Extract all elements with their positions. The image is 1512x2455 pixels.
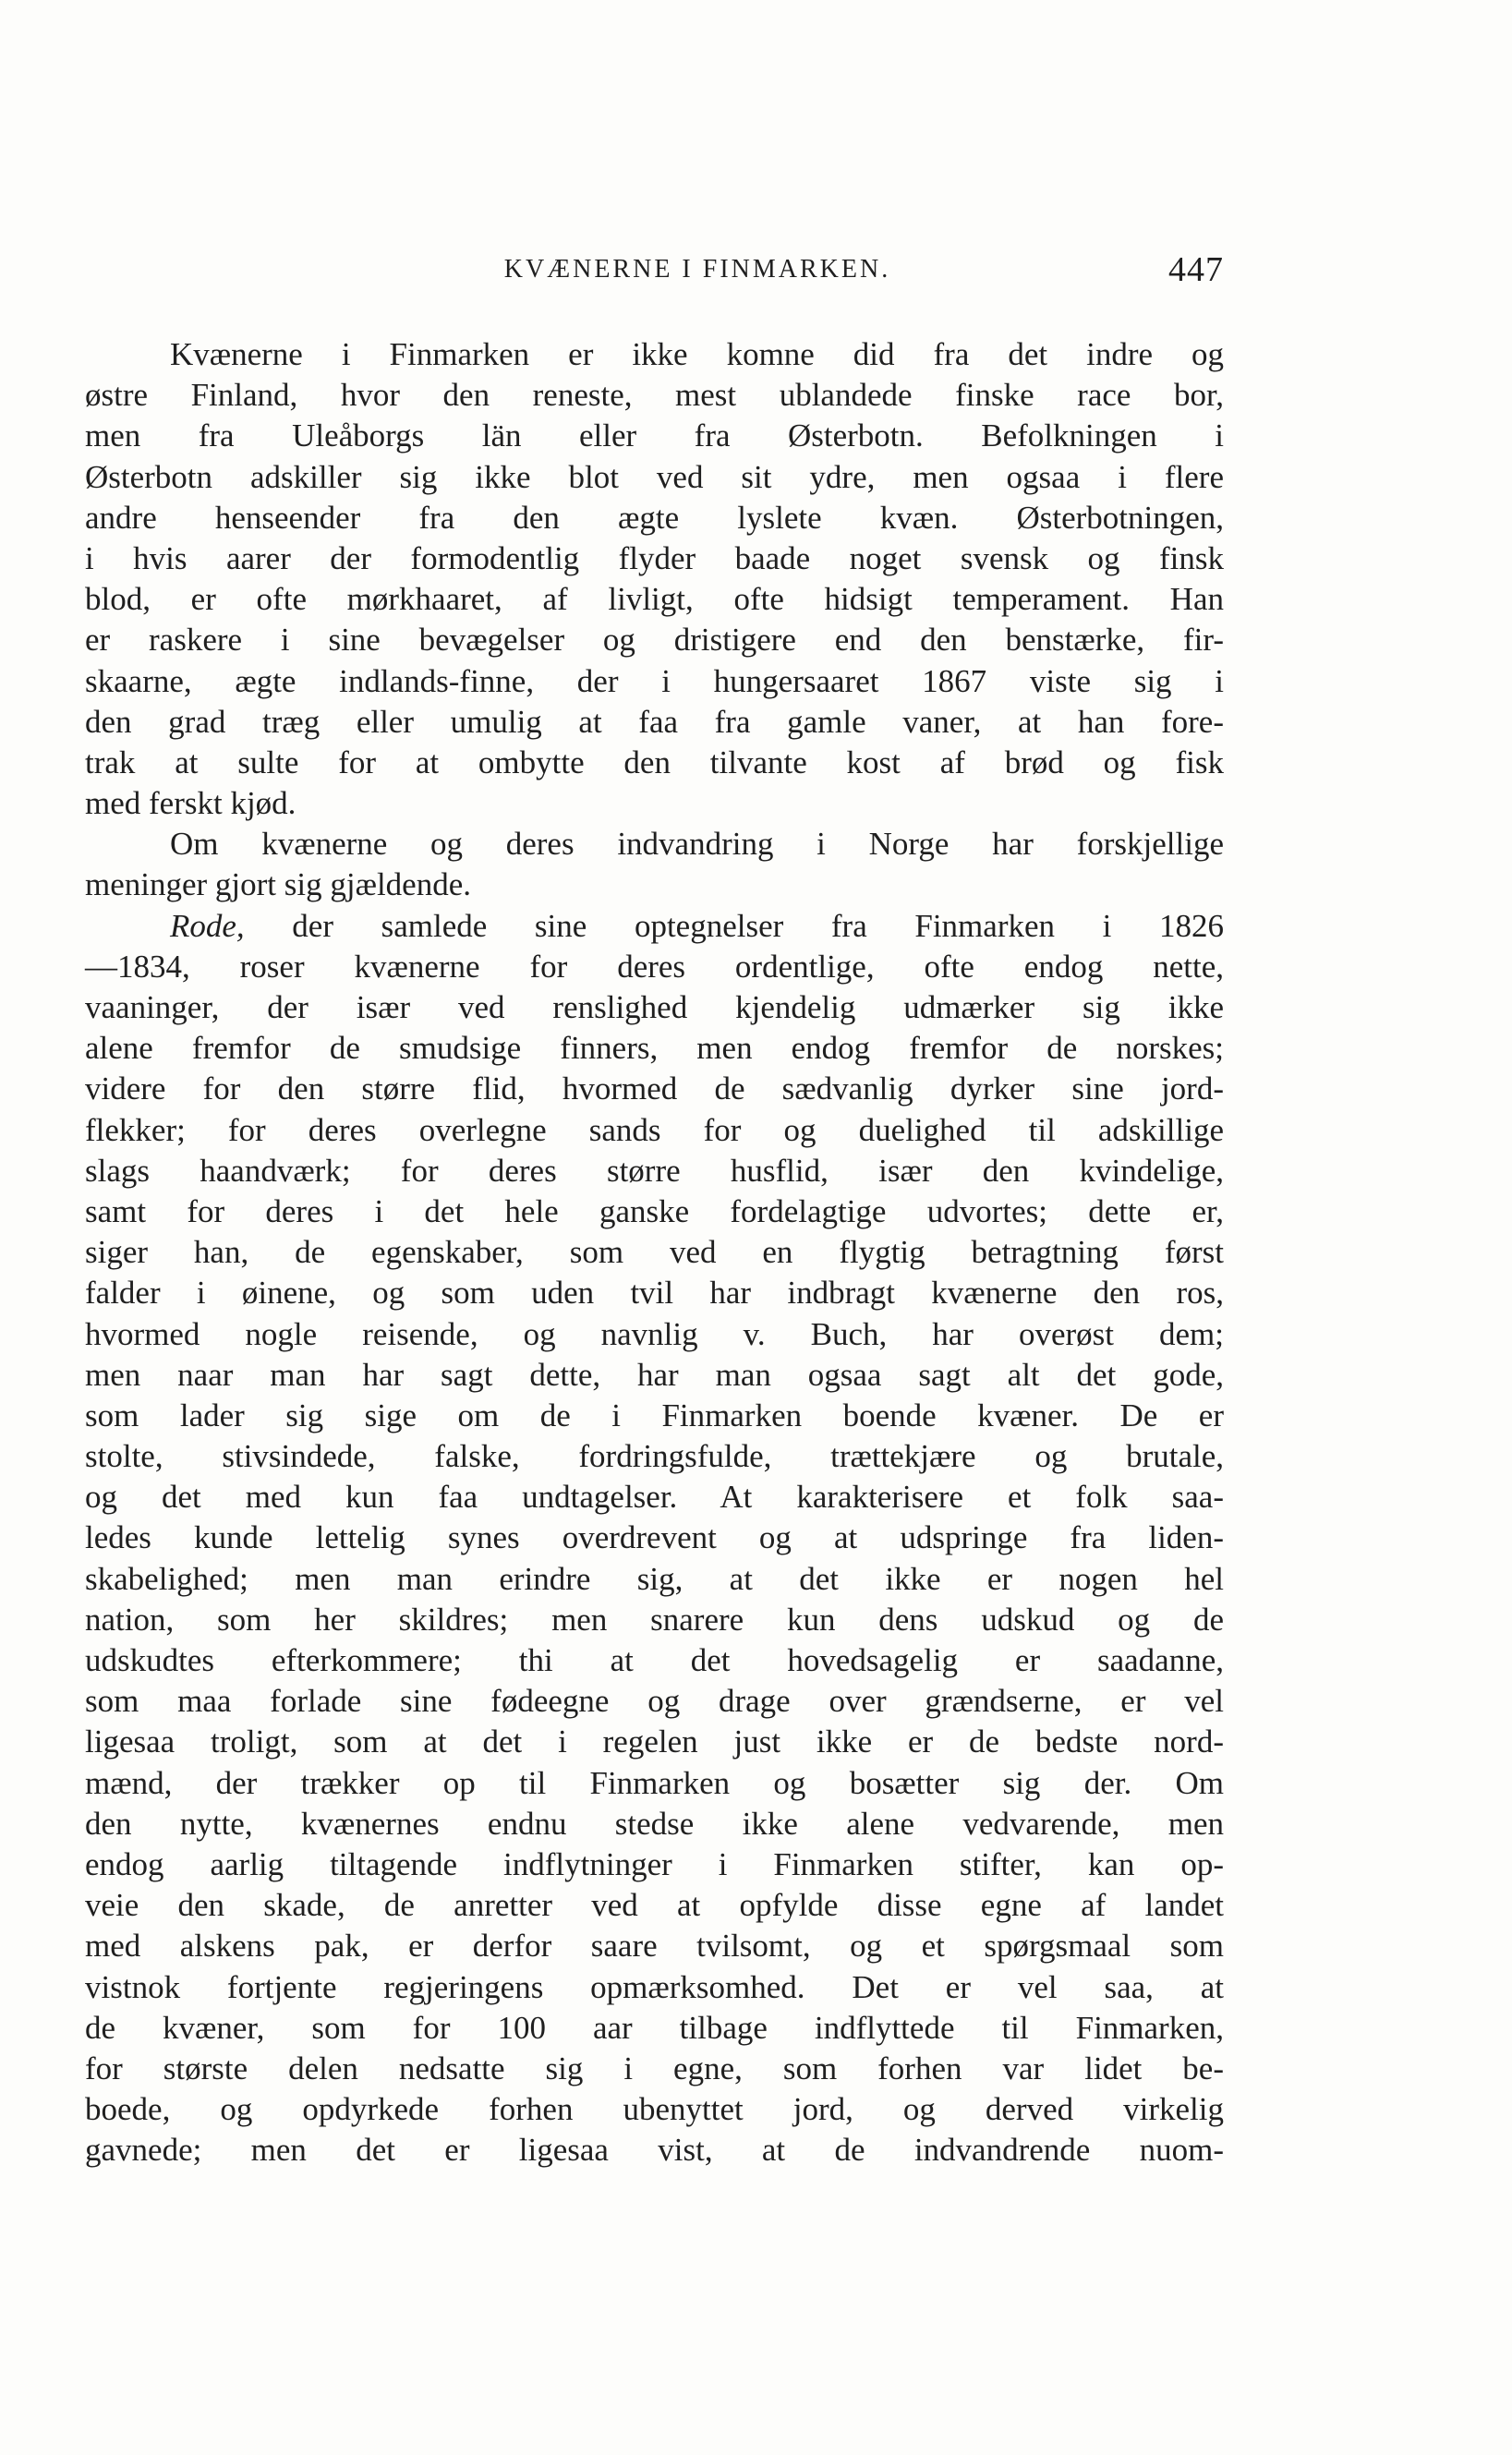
body-text	[85, 334, 1224, 2171]
text-line: i hvis aarer der formodentlig flyder baade noget svensk og finsk	[85, 539, 1224, 576]
text-line: skabelighed; men man erindre sig, at det ikke er nogen hel	[85, 1560, 1224, 1597]
running-head	[171, 249, 1224, 296]
text-line: for største delen nedsatte sig i egne, som forhen var lidet be-	[85, 2050, 1224, 2086]
text-line: Østerbotn adskiller sig ikke blot ved sit ydre, men ogsaa i flere	[85, 458, 1224, 495]
text-line: vistnok fortjente regjeringens opmærksomhed. Det er vel saa, at	[85, 1968, 1224, 2005]
text-line: og det med kun faa undtagelser. At karakterisere et folk saa-	[85, 1479, 1224, 1516]
text-line: trak at sulte for at ombytte den tilvante kost af brød og fisk	[85, 744, 1224, 780]
text-line: veie den skade, de anretter ved at opfylde disse egne af landet	[85, 1887, 1224, 1924]
text-line: men naar man har sagt dette, har man ogsaa sagt alt det gode,	[85, 1356, 1224, 1393]
text-line: skaarne, ægte indlands-finne, der i hungersaaret 1867 viste sig i	[85, 662, 1224, 699]
text-line: boede, og opdyrkede forhen ubenyttet jord, og derved virkelig	[85, 2091, 1224, 2128]
text-line: stolte, stivsindede, falske, fordringsfulde, trættekjære og brutale,	[85, 1438, 1224, 1475]
text-line: er raskere i sine bevægelser og dristigere end den benstærke, fir-	[85, 622, 1224, 659]
page-number: 447	[1168, 250, 1224, 289]
text-line: ligesaa troligt, som at det i regelen just ikke er de bedste nord-	[85, 1723, 1224, 1760]
text-line: gavnede; men det er ligesaa vist, at de indvandrende nuom-	[85, 2132, 1224, 2169]
text-line: udskudtes efterkommere; thi at det hovedsagelig er saadanne,	[85, 1642, 1224, 1678]
text-line: videre for den større flid, hvormed de sædvanlig dyrker sine jord-	[85, 1070, 1224, 1107]
text-line: men fra Uleåborgs län eller fra Østerbotn. Befolkningen i	[85, 417, 1224, 454]
text-line: den grad træg eller umulig at faa fra gamle vaner, at han fore-	[85, 703, 1224, 740]
text-line: som lader sig sige om de i Finmarken boende kvæner. De er	[85, 1397, 1224, 1433]
text-line: nation, som her skildres; men snarere kun dens udskud og de	[85, 1601, 1224, 1638]
text-line: den nytte, kvænernes endnu stedse ikke alene vedvarende, men	[85, 1805, 1224, 1842]
text-line: endog aarlig tiltagende indflytninger i Finmarken stifter, kan op-	[85, 1845, 1224, 1882]
text-line: samt for deres i det hele ganske fordelagtige udvortes; dette er,	[85, 1192, 1224, 1229]
text-line: Kvænerne i Finmarken er ikke komne did fra det indre og	[170, 336, 1224, 372]
text-line: hvormed nogle reisende, og navnlig v. Buch, har overøst dem;	[85, 1315, 1224, 1352]
text-line: som maa forlade sine fødeegne og drage over grændserne, er vel	[85, 1683, 1224, 1720]
text-line: meninger gjort sig gjældende.	[85, 866, 471, 903]
running-title: KVÆNERNE I FINMARKEN.	[503, 255, 891, 284]
text-line: ledes kunde lettelig synes overdrevent og at udspringe fra liden-	[85, 1519, 1224, 1556]
text-line: vaaninger, der især ved renslighed kjendelig udmærker sig ikke	[85, 989, 1224, 1025]
italic-name: Rode,	[170, 907, 245, 944]
text-line: andre henseender fra den ægte lyslete kvæn. Østerbotningen,	[85, 499, 1224, 536]
text-line: flekker; for deres overlegne sands for og duelighed til adskillige	[85, 1111, 1224, 1148]
text-line: med alskens pak, er derfor saare tvilsomt, og et spørgsmaal som	[85, 1928, 1224, 1965]
text-line: østre Finland, hvor den reneste, mest ublandede finske race bor,	[85, 377, 1224, 414]
text-line: blod, er ofte mørkhaaret, af livligt, ofte hidsigt temperament. Han	[85, 581, 1224, 618]
text-line: Om kvænerne og deres indvandring i Norge har forskjellige	[170, 826, 1224, 863]
text-line: mænd, der trækker op til Finmarken og bosætter sig der. Om	[85, 1764, 1224, 1801]
text-line: med ferskt kjød.	[85, 785, 296, 822]
text-line: siger han, de egenskaber, som ved en flygtig betragtning først	[85, 1234, 1224, 1271]
text-line: de kvæner, som for 100 aar tilbage indflyttede til Finmarken,	[85, 2009, 1224, 2046]
text-line: alene fremfor de smudsige finners, men endog fremfor de norskes;	[85, 1030, 1224, 1067]
text-line: —1834, roser kvænerne for deres ordentlige, ofte endog nette,	[85, 948, 1224, 985]
text-line: falder i øinene, og som uden tvil har indbragt kvænerne den ros,	[85, 1275, 1224, 1312]
text-line: Rode, der samlede sine optegnelser fra Finmarken i 1826	[170, 907, 1224, 944]
text-line: slags haandværk; for deres større husflid, især den kvindelige,	[85, 1152, 1224, 1189]
